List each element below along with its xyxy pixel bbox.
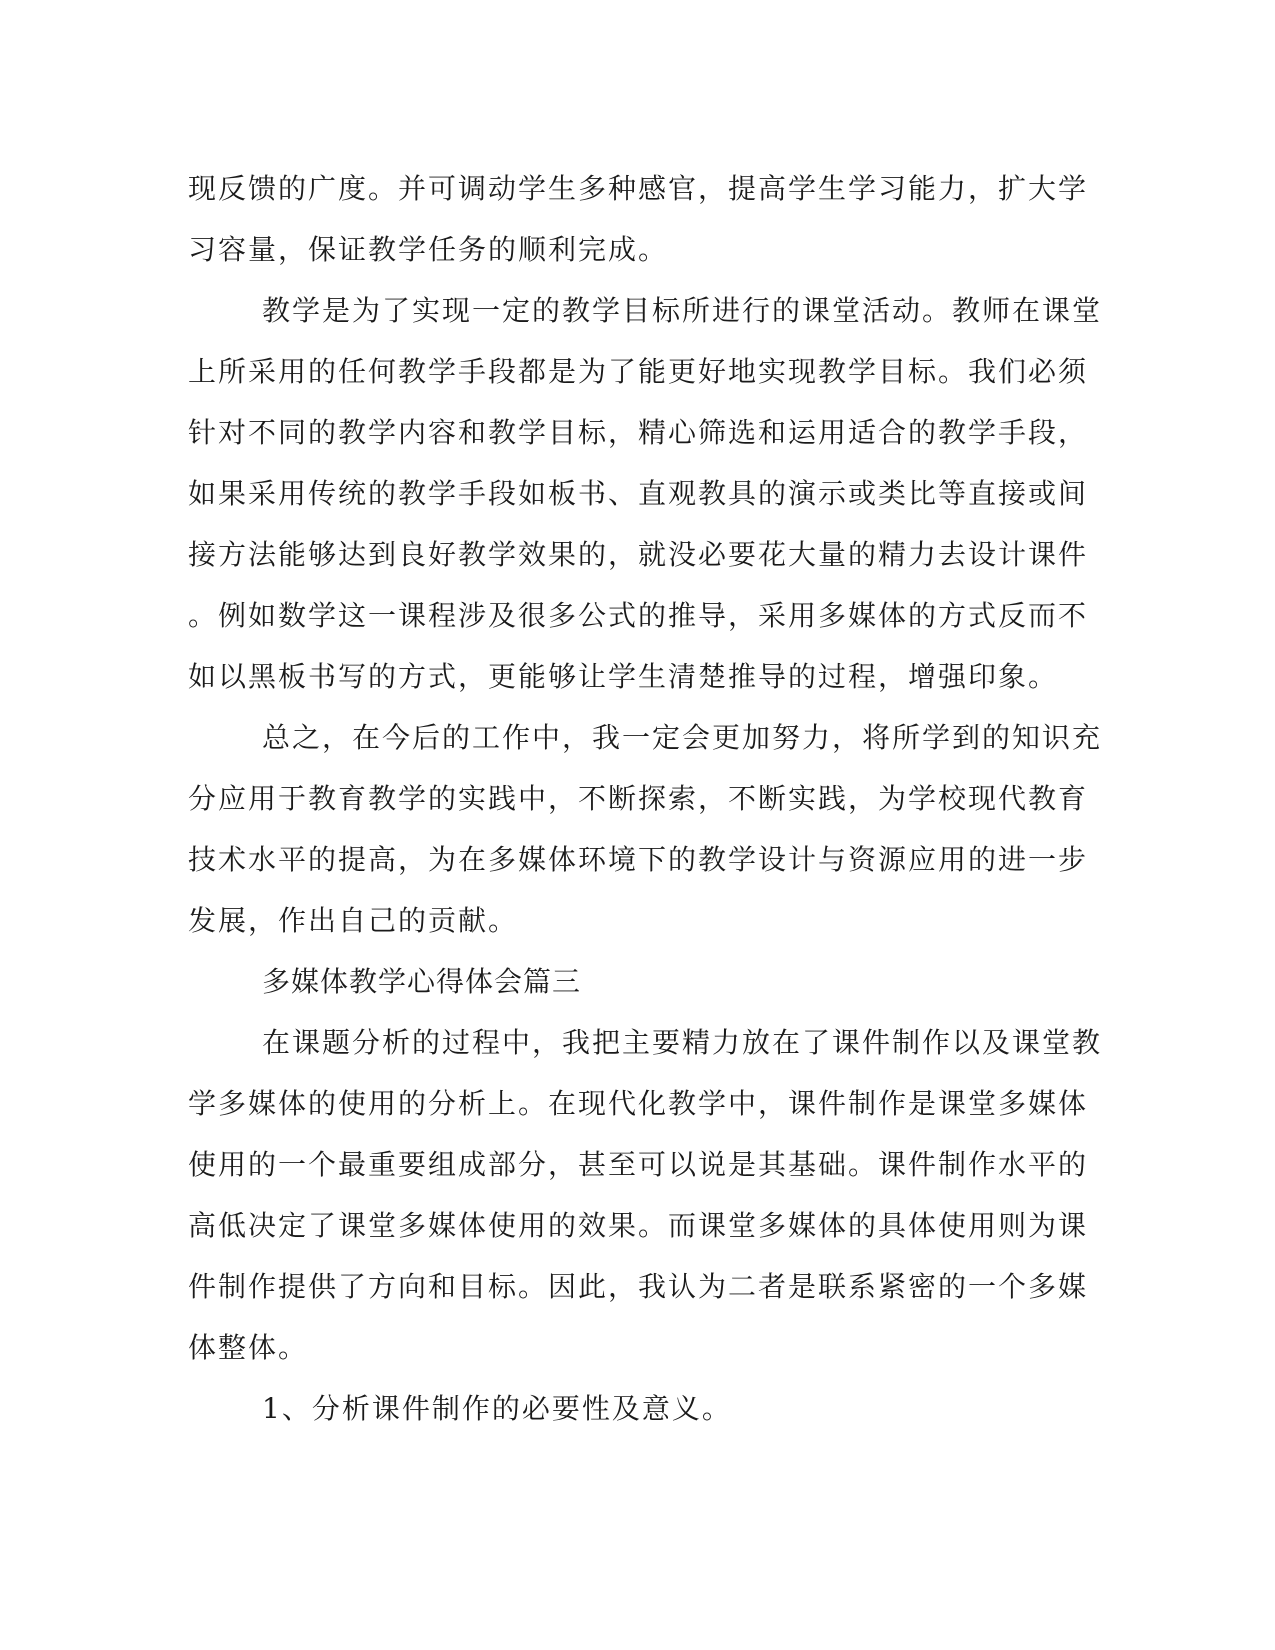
text-line: 习容量，保证教学任务的顺利完成。 (188, 233, 669, 266)
text-line: 使用的一个最重要组成部分，甚至可以说是其基础。课件制作水平的 (188, 1148, 1089, 1181)
body-text (188, 158, 1103, 1439)
text-line: 技术水平的提高，为在多媒体环境下的教学设计与资源应用的进一步 (188, 843, 1089, 876)
text-line: 学多媒体的使用的分析上。在现代化教学中，课件制作是课堂多媒体 (188, 1087, 1089, 1120)
text-line: 发展，作出自己的贡献。 (188, 904, 519, 937)
paragraph-start-line: 教学是为了实现一定的教学目标所进行的课堂活动。教师在课堂 (262, 294, 1103, 327)
section-heading: 多媒体教学心得体会篇三 (262, 965, 582, 998)
text-line: 件制作提供了方向和目标。因此，我认为二者是联系紧密的一个多媒 (188, 1270, 1089, 1303)
paragraph-start-line: 总之，在今后的工作中，我一定会更加努力，将所学到的知识充 (262, 721, 1103, 754)
numbered-item: 1、分析课件制作的必要性及意义。 (262, 1392, 732, 1425)
text-line: 上所采用的任何教学手段都是为了能更好地实现教学目标。我们必须 (188, 355, 1089, 388)
text-line: 。例如数学这一课程涉及很多公式的推导，采用多媒体的方式反而不 (188, 599, 1089, 632)
text-line: 接方法能够达到良好教学效果的，就没必要花大量的精力去设计课件 (188, 538, 1089, 571)
text-line: 如果采用传统的教学手段如板书、直观教具的演示或类比等直接或间 (188, 477, 1089, 510)
text-line: 高低决定了课堂多媒体使用的效果。而课堂多媒体的具体使用则为课 (188, 1209, 1089, 1242)
text-line: 如以黑板书写的方式，更能够让学生清楚推导的过程，增强印象。 (188, 660, 1059, 693)
text-line: 体整体。 (188, 1331, 309, 1364)
paragraph-start-line: 在课题分析的过程中，我把主要精力放在了课件制作以及课堂教 (262, 1026, 1103, 1059)
text-line: 针对不同的教学内容和教学目标，精心筛选和运用适合的教学手段， (188, 416, 1089, 449)
text-line: 现反馈的广度。并可调动学生多种感官，提高学生学习能力，扩大学 (188, 172, 1089, 205)
text-line: 分应用于教育教学的实践中，不断探索，不断实践，为学校现代教育 (188, 782, 1089, 815)
